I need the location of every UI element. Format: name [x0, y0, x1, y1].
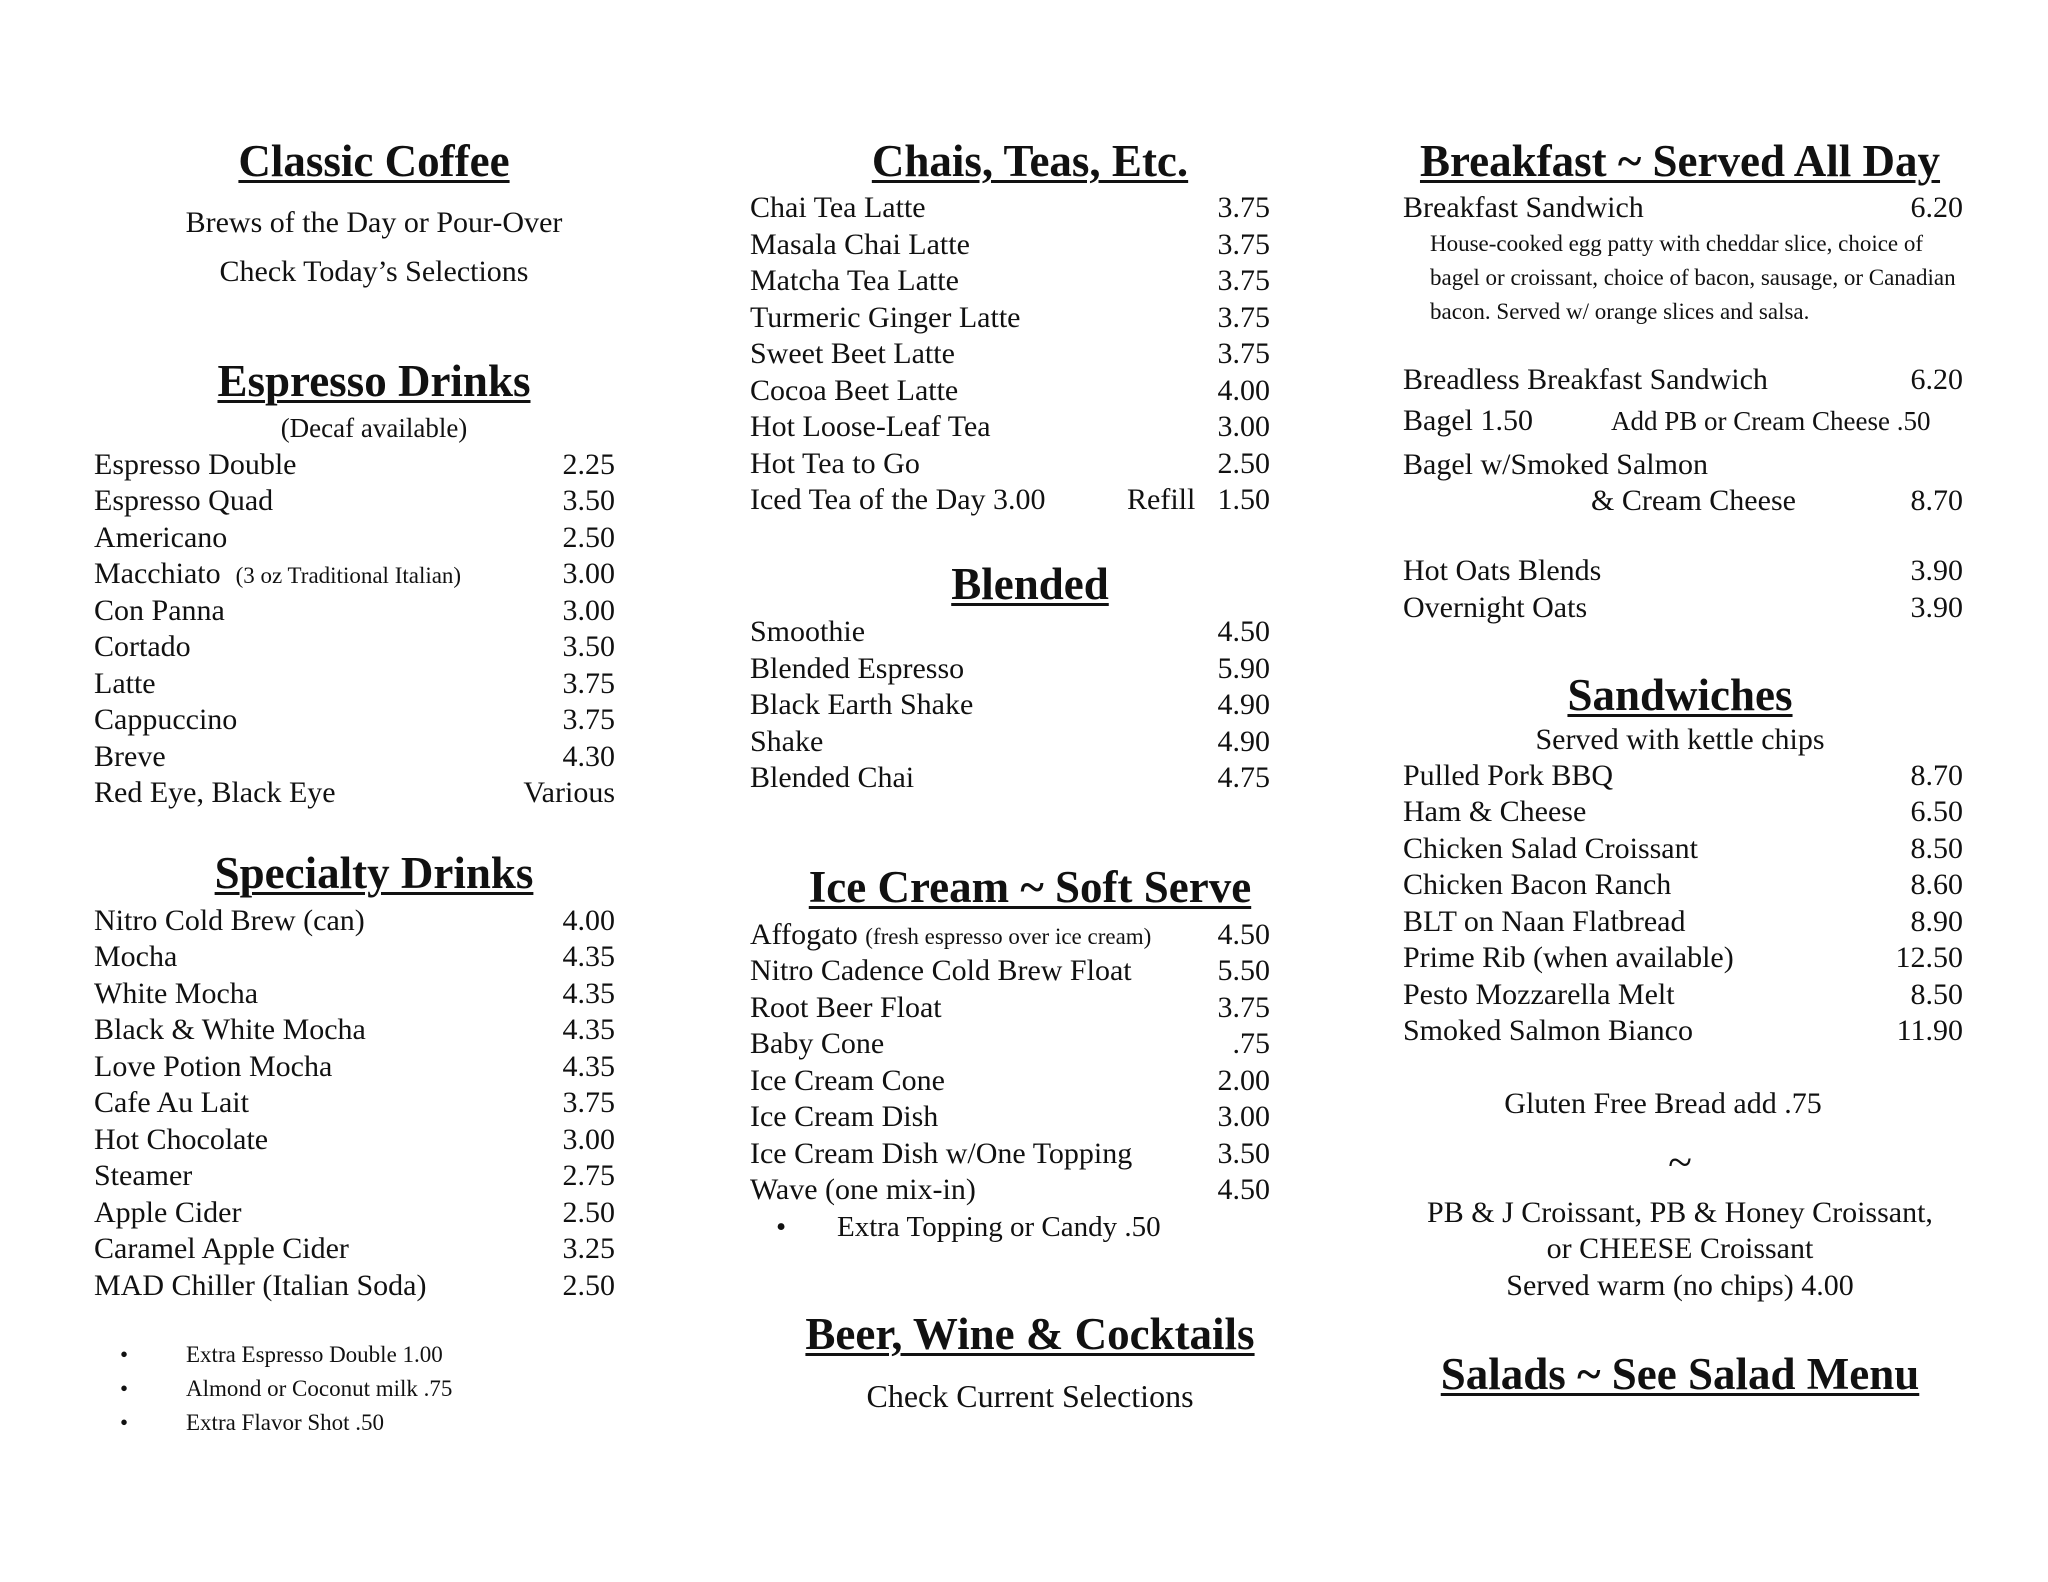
menu-item: Pulled Pork BBQ 8.70: [1403, 759, 1963, 792]
ice-cream-heading: Ice Cream ~ Soft Serve: [808, 862, 1252, 912]
menu-item: & Cream Cheese 8.70: [1591, 484, 1963, 517]
menu-item: Espresso Double 2.25: [94, 448, 615, 481]
menu-item: Shake 4.90: [750, 725, 1270, 758]
sandwiches-heading: Sandwiches: [1567, 670, 1793, 720]
menu-item: Bagel w/Smoked Salmon: [1403, 448, 1708, 481]
menu-item: Ice Cream Cone 2.00: [750, 1064, 1270, 1097]
menu-item: Cortado 3.50: [94, 630, 615, 663]
chais-heading: Chais, Teas, Etc.: [871, 136, 1189, 186]
breakfast-heading: Breakfast ~ Served All Day: [1419, 136, 1941, 186]
tilde-divider: ~: [1668, 1138, 1692, 1187]
menu-item: Blended Chai 4.75: [750, 761, 1270, 794]
menu-item: Blended Espresso 5.90: [750, 652, 1270, 685]
menu-item: Apple Cider 2.50: [94, 1196, 615, 1229]
menu-item: White Mocha 4.35: [94, 977, 615, 1010]
menu-item: Latte 3.75: [94, 667, 615, 700]
menu-item: Cappuccino 3.75: [94, 703, 615, 736]
menu-item: Breadless Breakfast Sandwich 6.20: [1403, 363, 1963, 396]
salads-heading: Salads ~ See Salad Menu: [1440, 1349, 1920, 1399]
menu-item: Black Earth Shake 4.90: [750, 688, 1270, 721]
beer-wine-heading: Beer, Wine & Cocktails: [805, 1309, 1255, 1359]
menu-item: Wave (one mix-in) 4.50: [750, 1173, 1270, 1206]
menu-item: Black & White Mocha 4.35: [94, 1013, 615, 1046]
menu-item: Breakfast Sandwich 6.20: [1403, 191, 1963, 224]
menu-item: Nitro Cold Brew (can) 4.00: [94, 904, 615, 937]
menu-item: Ice Cream Dish 3.00: [750, 1100, 1270, 1133]
menu-item: Steamer 2.75: [94, 1159, 615, 1192]
menu-item: MAD Chiller (Italian Soda) 2.50: [94, 1269, 615, 1302]
menu-item: Espresso Quad 3.50: [94, 484, 615, 517]
menu-item: Americano 2.50: [94, 521, 615, 554]
menu-item: Hot Tea to Go 2.50: [750, 447, 1270, 480]
menu-item: Con Panna 3.00: [94, 594, 615, 627]
menu-item: Hot Loose-Leaf Tea 3.00: [750, 410, 1270, 443]
croissant-line1: PB & J Croissant, PB & Honey Croissant,: [1427, 1196, 1933, 1229]
menu-item: Cocoa Beet Latte 4.00: [750, 374, 1270, 407]
menu-item: Matcha Tea Latte 3.75: [750, 264, 1270, 297]
espresso-heading: Espresso Drinks: [217, 356, 531, 406]
croissant-line3: Served warm (no chips) 4.00: [1506, 1269, 1854, 1302]
menu-item: Love Potion Mocha 4.35: [94, 1050, 615, 1083]
menu-item: Hot Chocolate 3.00: [94, 1123, 615, 1156]
menu-item: Pesto Mozzarella Melt 8.50: [1403, 978, 1963, 1011]
menu-item: Iced Tea of the Day 3.00 Refill 1.50: [750, 483, 1270, 516]
breakfast-sandwich-description: House-cooked egg patty with cheddar slice, choice of bagel or croissant, choice of bacon, sausage, or Canadian bacon. Served w/ orange slices and salsa.: [1430, 231, 1956, 324]
menu-item: BLT on Naan Flatbread 8.90: [1403, 905, 1963, 938]
menu-item: Chicken Salad Croissant 8.50: [1403, 832, 1963, 865]
classic-coffee-line1: Brews of the Day or Pour-Over: [185, 206, 563, 239]
menu-item: Red Eye, Black Eye Various: [94, 776, 615, 809]
menu-item: Caramel Apple Cider 3.25: [94, 1232, 615, 1265]
menu-item: Prime Rib (when available) 12.50: [1403, 941, 1963, 974]
menu-item: Ham & Cheese 6.50: [1403, 795, 1963, 828]
menu-item: Baby Cone .75: [750, 1027, 1270, 1060]
menu-item: Chai Tea Latte 3.75: [750, 191, 1270, 224]
croissant-line2: or CHEESE Croissant: [1546, 1232, 1814, 1265]
specialty-heading: Specialty Drinks: [214, 848, 534, 898]
menu-item: Root Beer Float 3.75: [750, 991, 1270, 1024]
sandwiches-subtitle: Served with kettle chips: [1535, 723, 1825, 756]
menu-item: Breve 4.30: [94, 740, 615, 773]
espresso-decaf-note: (Decaf available): [280, 413, 468, 443]
menu-item: Macchiato (3 oz Traditional Italian) 3.00: [94, 557, 615, 590]
menu-item: Turmeric Ginger Latte 3.75: [750, 301, 1270, 334]
classic-coffee-heading: Classic Coffee: [238, 136, 510, 186]
beer-wine-line: Check Current Selections: [866, 1378, 1194, 1414]
menu-item: Affogato (fresh espresso over ice cream) 4.50: [750, 918, 1270, 951]
menu-item: Bagel 1.50 Add PB or Cream Cheese .50: [1403, 404, 1931, 437]
menu-item: Cafe Au Lait 3.75: [94, 1086, 615, 1119]
menu-item: Chicken Bacon Ranch 8.60: [1403, 868, 1963, 901]
menu-item: Sweet Beet Latte 3.75: [750, 337, 1270, 370]
gluten-free-note: Gluten Free Bread add .75: [1504, 1087, 1822, 1120]
menu-item: Smoked Salmon Bianco 11.90: [1403, 1014, 1963, 1047]
menu-item: Masala Chai Latte 3.75: [750, 228, 1270, 261]
blended-heading: Blended: [951, 559, 1109, 609]
menu-item: Mocha 4.35: [94, 940, 615, 973]
menu-item: Hot Oats Blends 3.90: [1403, 554, 1963, 587]
menu-item: Overnight Oats 3.90: [1403, 591, 1963, 624]
menu-item: Smoothie 4.50: [750, 615, 1270, 648]
menu-item: Nitro Cadence Cold Brew Float 5.50: [750, 954, 1270, 987]
classic-coffee-line2: Check Today’s Selections: [219, 255, 529, 288]
menu-item: Ice Cream Dish w/One Topping 3.50: [750, 1137, 1270, 1170]
